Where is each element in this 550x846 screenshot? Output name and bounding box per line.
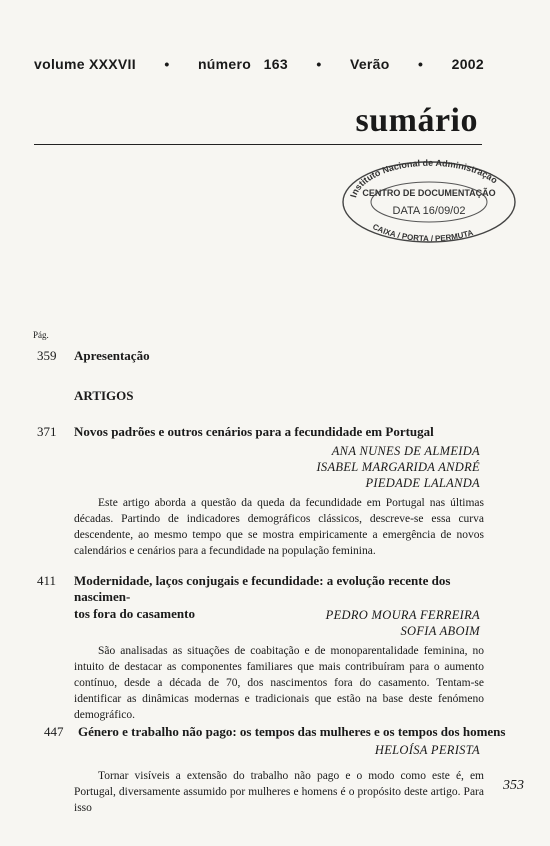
separator-bullet: • (316, 56, 322, 72)
issue-line (34, 56, 484, 72)
author-name: ISABEL MARGARIDA ANDRÉ (316, 460, 480, 474)
year-label: 2002 (451, 56, 484, 72)
author-name: PIEDADE LALANDA (365, 476, 480, 490)
svg-text:CAIXA / PORTA / PERMUTA (371, 222, 474, 243)
entry-title: Novos padrões e outros cenários para a fecundidade em Portugal (74, 424, 434, 439)
section-heading: ARTIGOS (74, 388, 134, 403)
author-name: SOFIA ABOIM (400, 624, 480, 638)
stamp-line4: CAIXA / PORTA / PERMUTA (371, 222, 475, 244)
volume-label: volume XXXVII (34, 56, 136, 72)
entry-abstract: Tornar visíveis a extensão do trabalho não pago e o modo como este é, em Portugal, diversamente assumido por mulheres e homens é o propósito deste artigo. Para isso (74, 770, 484, 814)
numero-group (198, 56, 288, 72)
separator-bullet: • (164, 56, 170, 72)
entry-title-line: tos fora do casamento (74, 606, 195, 621)
entry-title: Género e trabalho não pago: os tempos das mulheres e os tempos dos homens (78, 724, 506, 739)
entry-page-number: 359 (37, 348, 57, 363)
entry-page-number: 447 (44, 724, 64, 739)
entry-authors (375, 742, 480, 758)
page-title: sumário (355, 102, 478, 139)
entry-title-line: Modernidade, laços conjugais e fecundidade: a evolução recente dos nascimen- (74, 573, 451, 604)
stamp-line3: DATA 16/09/02 (392, 205, 466, 217)
entry-page-number: 411 (37, 573, 57, 588)
entry-abstract: Este artigo aborda a questão da queda da fecundidade em Portugal nas últimas décadas. Partindo de indicadores demográficos clássicos, descreve-se essa curva descendente, ao mesmo tempo que se mostra empiricamente a emergência de novos calendários e cenários para a fecundidade na população feminina. (74, 497, 484, 557)
author-name: ANA NUNES DE ALMEIDA (331, 444, 480, 458)
entry-authors (316, 443, 480, 491)
author-name: HELOÍSA PERISTA (374, 743, 480, 757)
stamp-line2: CENTRO DE DOCUMENTAÇÃO (362, 188, 496, 198)
entry-title: Apresentação (74, 348, 150, 363)
separator-bullet: • (418, 56, 424, 72)
numero-label: número (197, 56, 252, 72)
entry-authors (326, 607, 480, 639)
author-name: PEDRO MOURA FERREIRA (325, 608, 480, 622)
title-rule (34, 144, 482, 145)
entry-abstract: São analisadas as situações de coabitação e de monoparentalidade feminina, no intuito de destacar as componentes familiares que mais contribuíram para o aumento contínuo, desde a década de 70, dos nascimentos fora do casamento. Tentam-se identificar as dinâmicas modernas e tradicionais que estão na base deste fenómeno demográfico. (74, 645, 484, 721)
numero-value: 163 (263, 56, 288, 72)
page-column-label: Pág. (33, 330, 49, 340)
library-stamp (340, 158, 518, 244)
season-label: Verão (349, 56, 390, 72)
page-folio: 353 (503, 778, 524, 793)
stamp-line1: Instituto Nacional de Administração (348, 158, 500, 199)
entry-page-number: 371 (37, 424, 57, 439)
